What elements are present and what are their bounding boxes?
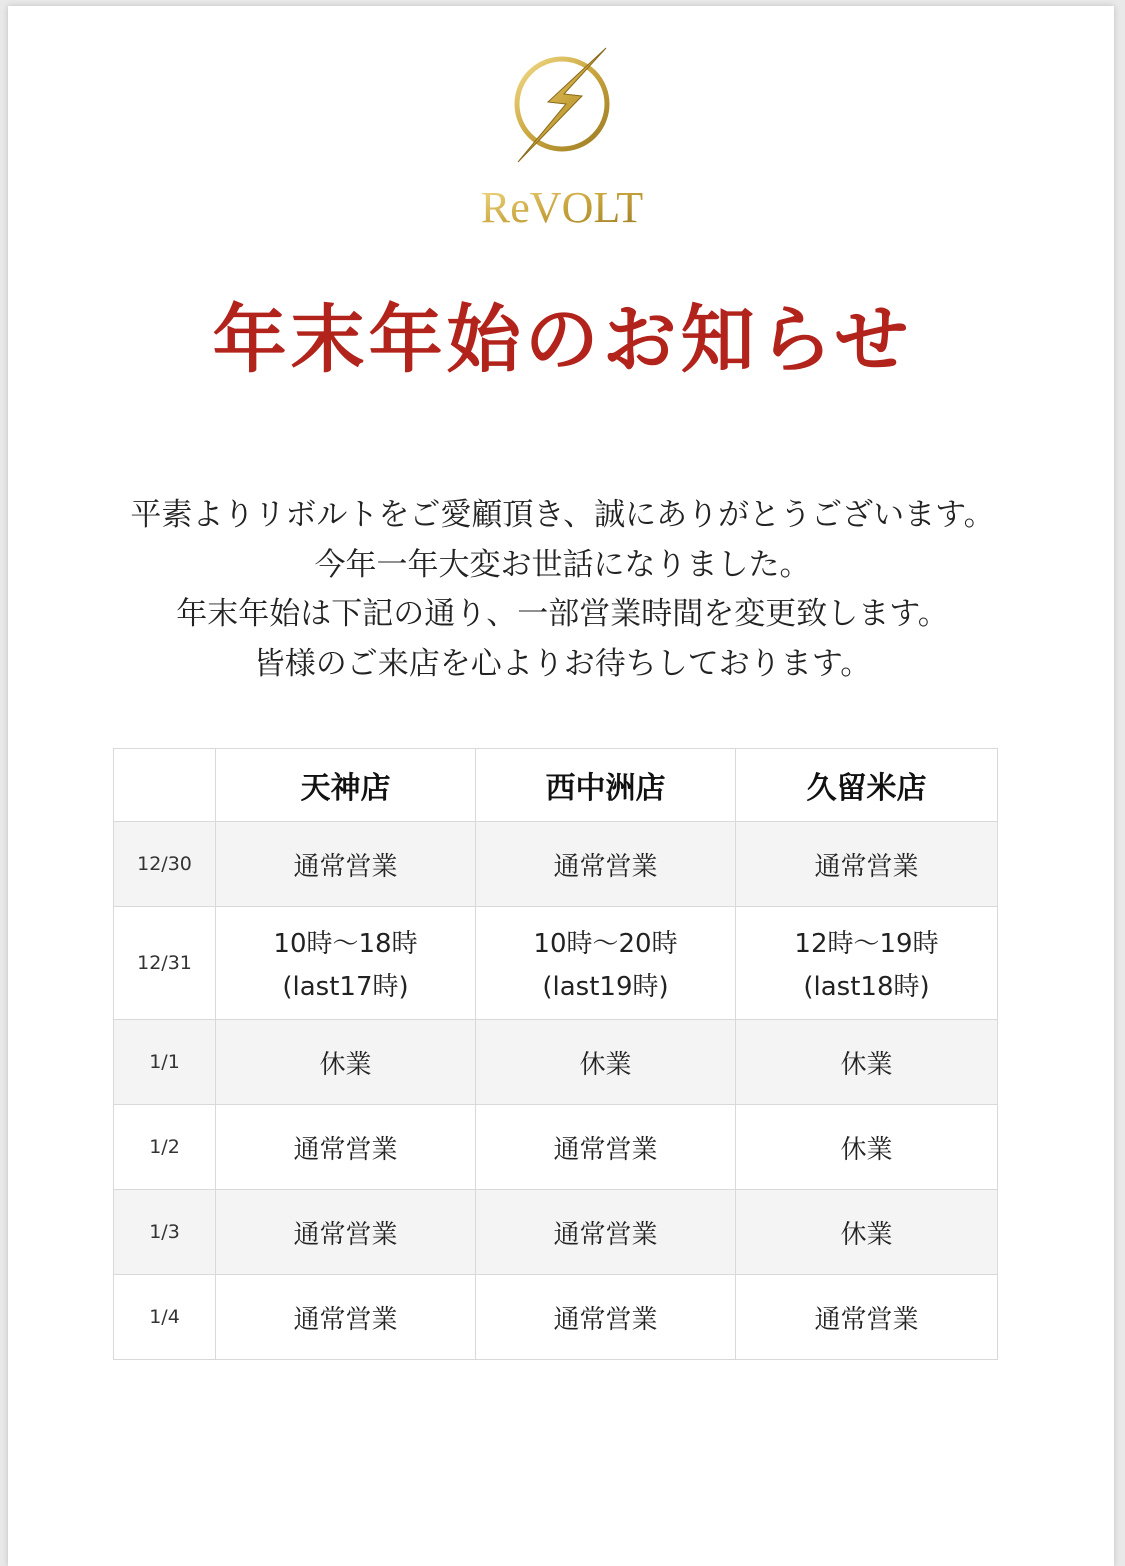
hours-cell	[216, 907, 476, 1020]
hours-range: 12時〜19時	[794, 929, 939, 959]
date-cell: 1/3	[114, 1190, 216, 1275]
lightning-bolt-emblem-icon	[480, 40, 644, 232]
last-order: (last17時)	[282, 972, 409, 1002]
brand-wordmark: ReVOLT	[480, 183, 644, 232]
hours-cell: 通常営業	[476, 1105, 736, 1190]
hours-cell: 通常営業	[736, 822, 998, 907]
intro-line: 今年一年大変お世話になりました。	[314, 546, 811, 583]
hours-cell: 通常営業	[216, 1275, 476, 1360]
table-row	[114, 907, 998, 1020]
table-row	[114, 822, 998, 907]
hours-range: 10時〜20時	[533, 929, 678, 959]
hours-cell: 通常営業	[216, 822, 476, 907]
hours-cell: 通常営業	[476, 1275, 736, 1360]
header-tenjin: 天神店	[216, 749, 476, 822]
header-kurume: 久留米店	[736, 749, 998, 822]
hours-cell: 通常営業	[216, 1190, 476, 1275]
last-order: (last19時)	[542, 972, 669, 1002]
date-cell: 12/31	[114, 907, 216, 1020]
intro-line: 平素よりリボルトをご愛顧頂き、誠にありがとうございます。	[130, 497, 995, 533]
hours-cell: 通常営業	[476, 1190, 736, 1275]
corner-cell	[114, 749, 216, 822]
hours-cell: 通常営業	[736, 1275, 998, 1360]
date-cell: 1/1	[114, 1020, 216, 1105]
hours-cell	[476, 907, 736, 1020]
hours-cell: 休業	[476, 1020, 736, 1105]
hours-cell: 通常営業	[216, 1105, 476, 1190]
holiday-hours-table	[113, 748, 998, 1360]
header-nishinakasu: 西中洲店	[476, 749, 736, 822]
table-row	[114, 1105, 998, 1190]
table-row	[114, 1190, 998, 1275]
hours-cell: 休業	[736, 1105, 998, 1190]
intro-line: 年末年始は下記の通り、一部営業時間を変更致します。	[176, 596, 949, 632]
table-row	[114, 1275, 998, 1360]
date-cell: 1/4	[114, 1275, 216, 1360]
table-row	[114, 1020, 998, 1105]
last-order: (last18時)	[803, 972, 930, 1002]
intro-line: 皆様のご来店を心よりお待ちしております。	[253, 645, 872, 682]
hours-cell: 休業	[216, 1020, 476, 1105]
hours-cell	[736, 907, 998, 1020]
table-header-row	[114, 749, 998, 822]
intro-message	[0, 491, 1125, 689]
hours-cell: 休業	[736, 1020, 998, 1105]
hours-cell: 通常営業	[476, 822, 736, 907]
date-cell: 1/2	[114, 1105, 216, 1190]
hours-cell: 休業	[736, 1190, 998, 1275]
revolt-logo	[480, 40, 644, 232]
date-cell: 12/30	[114, 822, 216, 907]
page-title: 年末年始のお知らせ	[212, 297, 913, 383]
hours-range: 10時〜18時	[273, 929, 418, 959]
